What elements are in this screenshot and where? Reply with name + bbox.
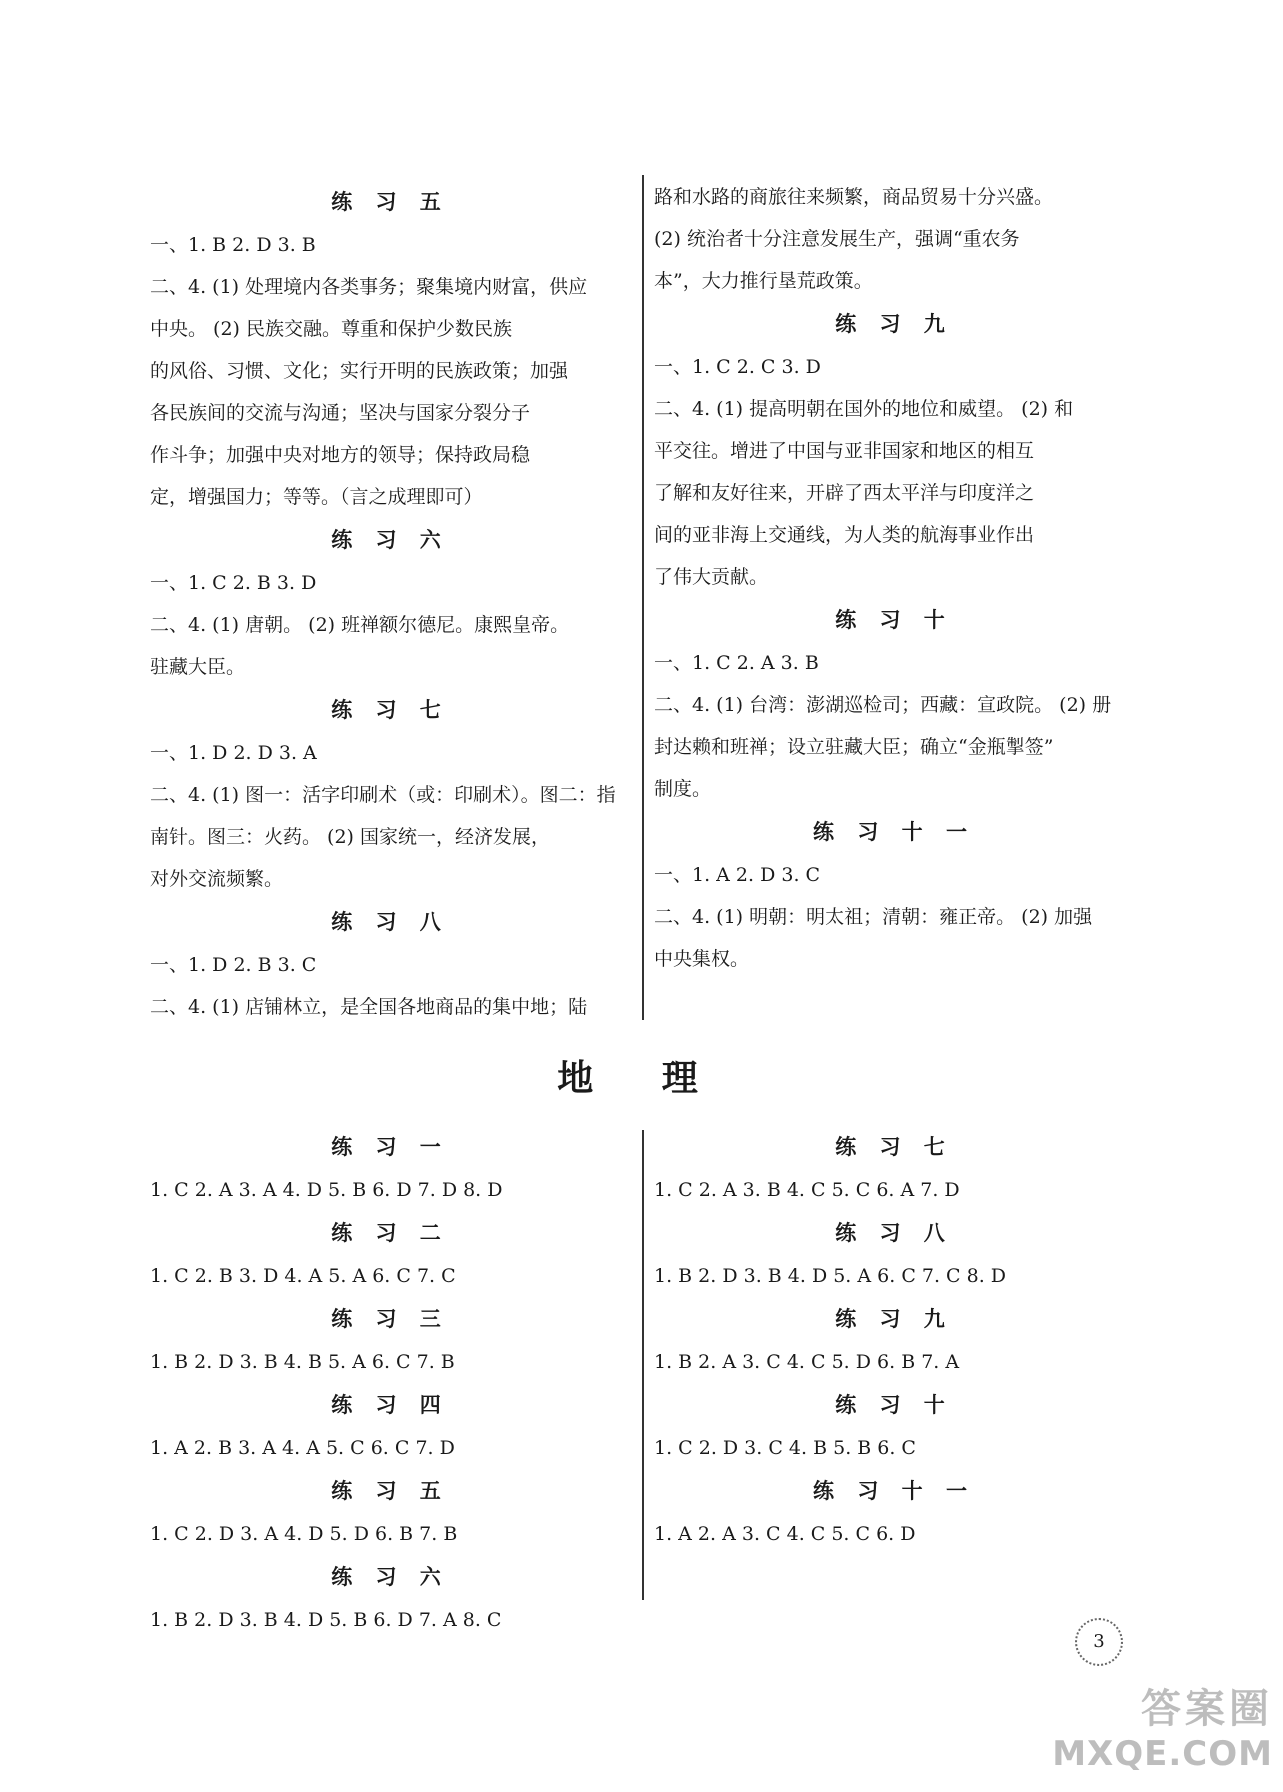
answer-line: 一、1. C 2. A 3. B (654, 652, 819, 674)
answer-line: 各民族间的交流与沟通；坚决与国家分裂分子 (150, 402, 531, 424)
answer-line: 二、4. (1) 处理境内各类事务；聚集境内财富，供应 (150, 276, 588, 298)
answer-line: 1. B 2. D 3. B 4. D 5. A 6. C 7. C 8. D (654, 1265, 1007, 1287)
exercise-title: 练 习 六 (331, 1565, 449, 1589)
answer-line: 中央集权。 (654, 948, 750, 970)
geography-left-column (150, 1125, 630, 1641)
answer-line: 中央。 (2) 民族交融。尊重和保护少数民族 (150, 318, 512, 340)
exercise-title: 练 习 五 (331, 190, 449, 214)
watermark-url: MXQE.COM (1052, 1734, 1273, 1774)
answer-line: 了解和友好往来，开辟了西太平洋与印度洋之 (654, 482, 1035, 504)
watermark (1052, 1677, 1273, 1774)
page-number: 3 (1075, 1618, 1123, 1666)
answer-line: 平交往。增进了中国与亚非国家和地区的相互 (654, 440, 1035, 462)
answer-line: 1. B 2. D 3. B 4. B 5. A 6. C 7. B (150, 1351, 455, 1373)
answer-line: 封达赖和班禅；设立驻藏大臣；确立“金瓶掣签” (654, 736, 1054, 758)
exercise-title: 练 习 九 (835, 312, 953, 336)
answer-line: 二、4. (1) 唐朝。 (2) 班禅额尔德尼。康熙皇帝。 (150, 614, 570, 636)
exercise-title: 练 习 二 (331, 1221, 449, 1245)
history-left-column (150, 180, 630, 1028)
answer-line: 南针。图三：火药。 (2) 国家统一，经济发展， (150, 826, 550, 848)
exercise-title: 练 习 十 (835, 1393, 953, 1417)
answer-line: 定，增强国力；等等。（言之成理即可） (150, 486, 483, 508)
watermark-logo-text: 答案圈 (1141, 1686, 1273, 1732)
answer-line: 1. C 2. B 3. D 4. A 5. A 6. C 7. C (150, 1265, 456, 1287)
exercise-title: 练 习 八 (835, 1221, 953, 1245)
exercise-title: 练 习 四 (331, 1393, 449, 1417)
answer-line: 了伟大贡献。 (654, 566, 769, 588)
answer-line: 二、4. (1) 提高明朝在国外的地位和威望。 (2) 和 (654, 398, 1074, 420)
answer-line: 二、4. (1) 台湾：澎湖巡检司；西藏：宣政院。 (2) 册 (654, 694, 1112, 716)
answer-line: 的风俗、习惯、文化；实行开明的民族政策；加强 (150, 360, 569, 382)
answer-line: 1. A 2. A 3. C 4. C 5. C 6. D (654, 1523, 916, 1545)
exercise-title: 练 习 九 (835, 1307, 953, 1331)
history-right-column (654, 176, 1134, 980)
answer-line: 一、1. D 2. B 3. C (150, 954, 317, 976)
answer-line: 路和水路的商旅往来频繁，商品贸易十分兴盛。 (654, 186, 1054, 208)
exercise-title: 练 习 七 (835, 1135, 953, 1159)
answer-line: 驻藏大臣。 (150, 656, 246, 678)
answer-line: 1. B 2. A 3. C 4. C 5. D 6. B 7. A (654, 1351, 960, 1373)
answer-line: 1. C 2. D 3. C 4. B 5. B 6. C (654, 1437, 916, 1459)
answer-line: 1. C 2. A 3. A 4. D 5. B 6. D 7. D 8. D (150, 1179, 503, 1201)
answer-line: 1. C 2. A 3. B 4. C 5. C 6. A 7. D (654, 1179, 960, 1201)
answer-line: 制度。 (654, 778, 712, 800)
exercise-title: 练 习 十 (835, 608, 953, 632)
answer-line: 一、1. B 2. D 3. B (150, 234, 316, 256)
exercise-title: 练 习 七 (331, 698, 449, 722)
answer-line: 一、1. D 2. D 3. A (150, 742, 317, 764)
exercise-title: 练 习 一 (331, 1135, 449, 1159)
column-divider (642, 175, 644, 1020)
geography-right-column (654, 1125, 1134, 1555)
answer-line: 本”，大力推行垦荒政策。 (654, 270, 873, 292)
answer-line: 1. A 2. B 3. A 4. A 5. C 6. C 7. D (150, 1437, 455, 1459)
answer-line: 一、1. C 2. B 3. D (150, 572, 317, 594)
answer-line: 二、4. (1) 图一：活字印刷术（或：印刷术）。图二：指 (150, 784, 616, 806)
answer-line: 一、1. C 2. C 3. D (654, 356, 821, 378)
exercise-title: 练 习 三 (331, 1307, 449, 1331)
exercise-title: 练 习 十 一 (813, 1479, 975, 1503)
answer-line: 二、4. (1) 店铺林立，是全国各地商品的集中地；陆 (150, 996, 588, 1018)
answer-line: 对外交流频繁。 (150, 868, 284, 890)
answer-line: 1. B 2. D 3. B 4. D 5. B 6. D 7. A 8. C (150, 1609, 502, 1631)
answer-line: 1. C 2. D 3. A 4. D 5. D 6. B 7. B (150, 1523, 458, 1545)
answer-line: (2) 统治者十分注意发展生产，强调“重农务 (654, 228, 1020, 250)
exercise-title: 练 习 五 (331, 1479, 449, 1503)
exercise-title: 练 习 十 一 (813, 820, 975, 844)
exercise-title: 练 习 八 (331, 910, 449, 934)
answer-line: 间的亚非海上交通线，为人类的航海事业作出 (654, 524, 1035, 546)
answer-line: 二、4. (1) 明朝：明太祖；清朝：雍正帝。 (2) 加强 (654, 906, 1093, 928)
answer-line: 一、1. A 2. D 3. C (654, 864, 821, 886)
answer-line: 作斗争；加强中央对地方的领导；保持政局稳 (150, 444, 531, 466)
section-title: 地 理 (557, 1058, 726, 1099)
exercise-title: 练 习 六 (331, 528, 449, 552)
column-divider (642, 1130, 644, 1600)
